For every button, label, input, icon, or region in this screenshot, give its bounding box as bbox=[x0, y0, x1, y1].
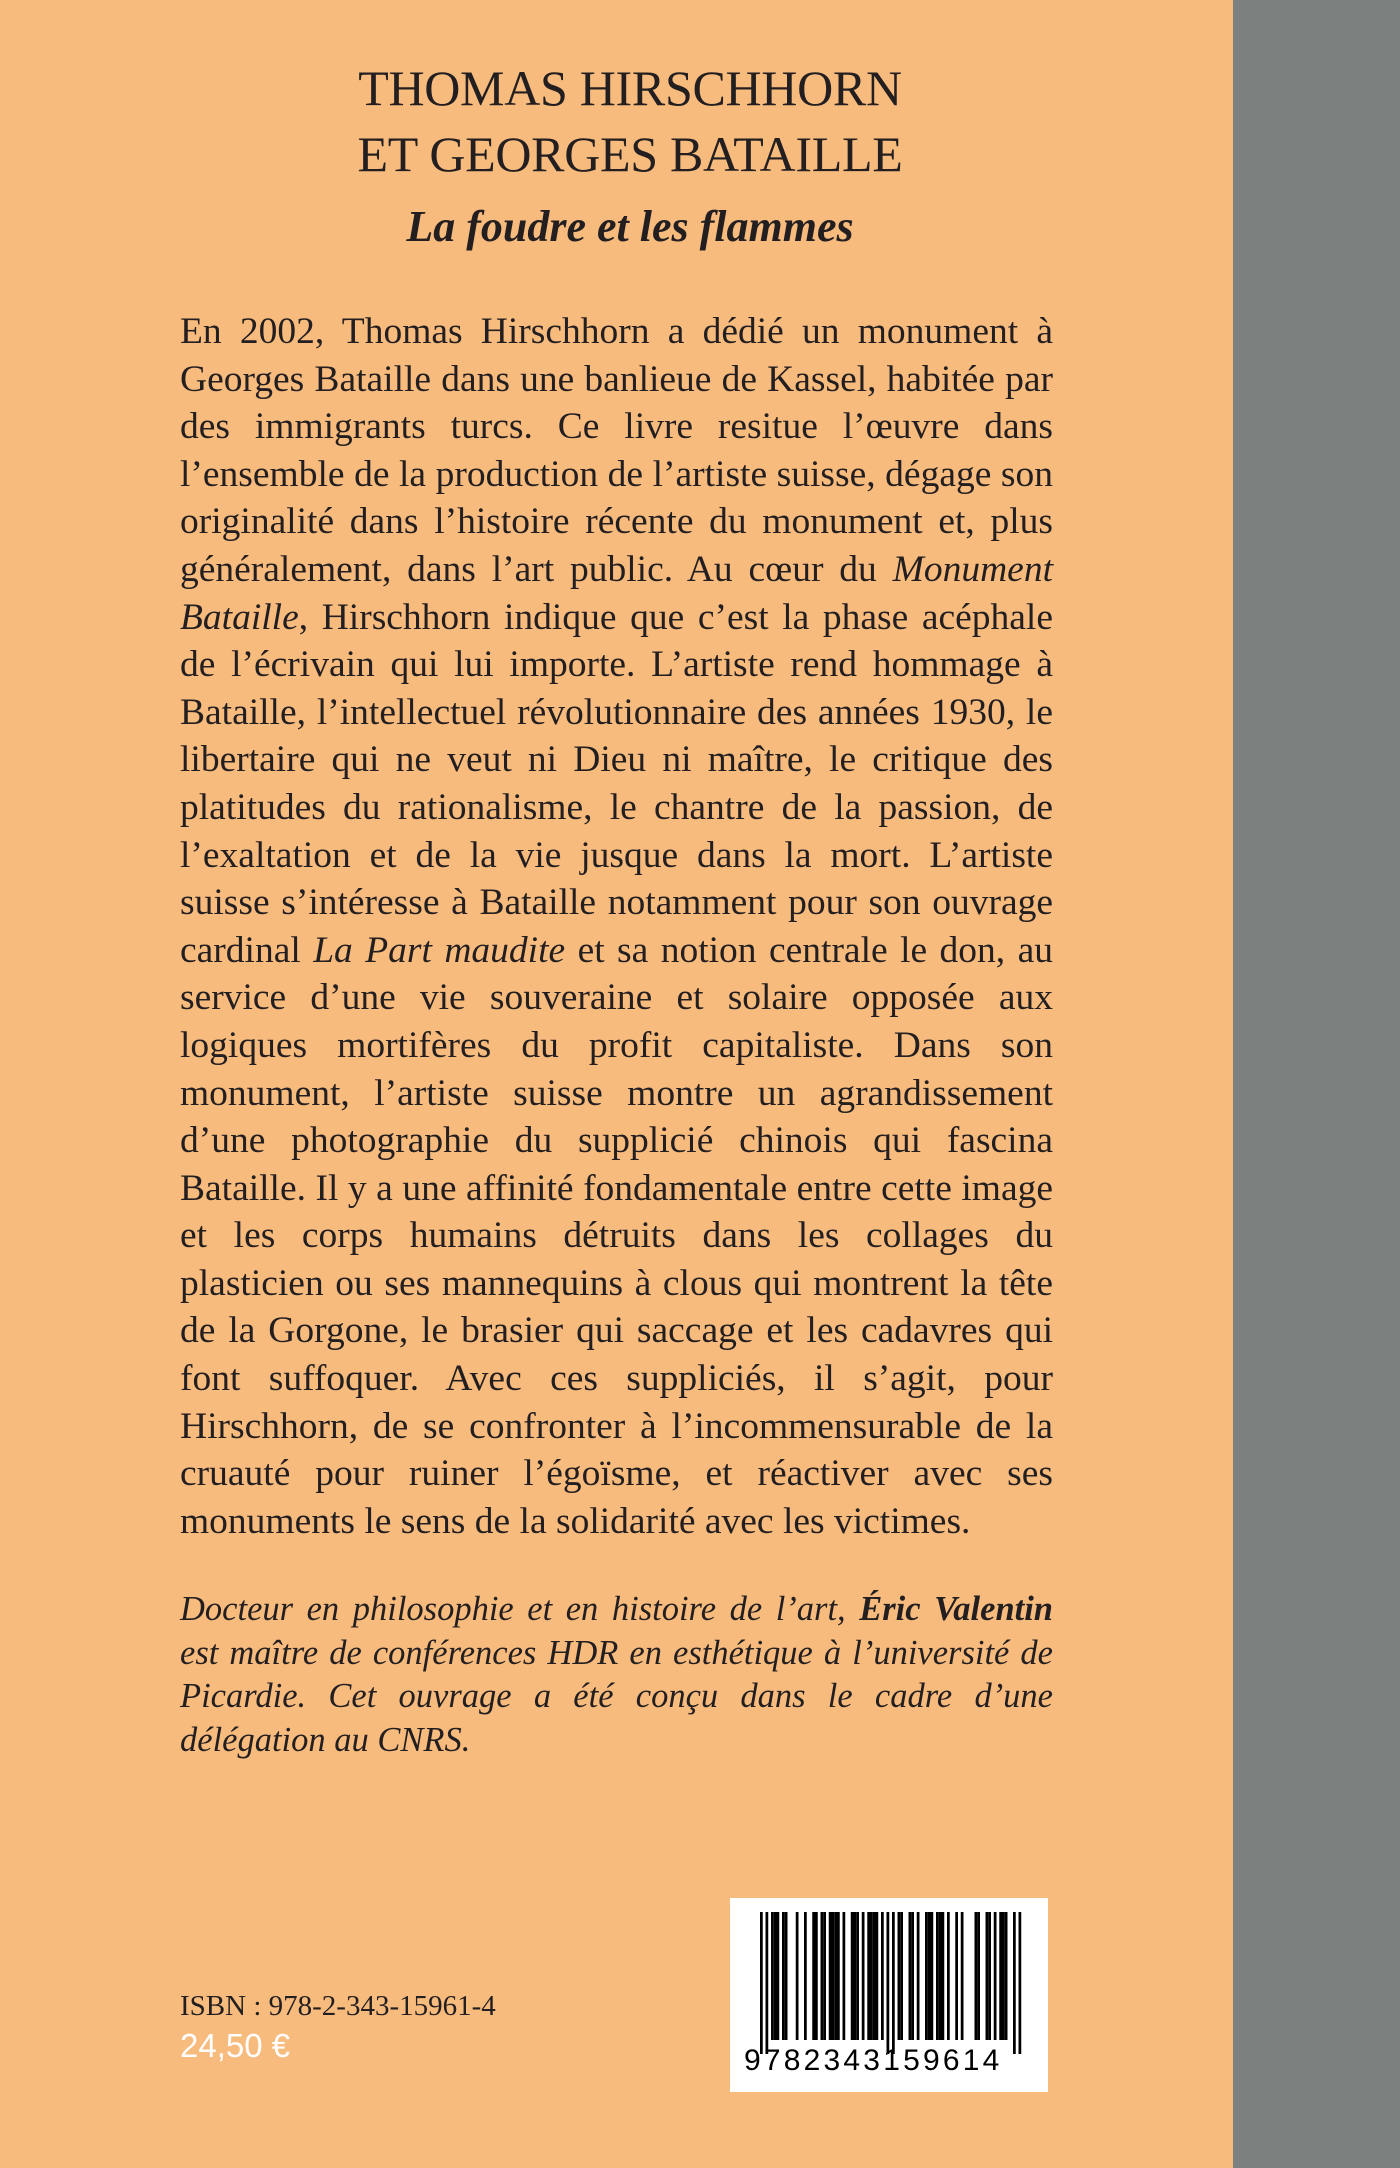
title-line-1: THOMAS HIRSCHHORN bbox=[358, 60, 902, 116]
la-part-maudite-title: La Part maudite bbox=[313, 929, 566, 971]
author-bio bbox=[180, 1588, 1053, 1762]
barcode-bar bbox=[856, 1912, 859, 2040]
barcode-bar bbox=[766, 1912, 769, 2054]
barcode-bar bbox=[812, 1912, 815, 2040]
barcode-bar bbox=[947, 1912, 950, 2040]
barcode-bar bbox=[873, 1912, 876, 2040]
barcode-bar bbox=[774, 1912, 777, 2040]
spine-edge bbox=[1233, 0, 1400, 2168]
barcode-bar bbox=[867, 1912, 870, 2040]
barcode-bar bbox=[815, 1912, 818, 2040]
title-line-2: ET GEORGES BATAILLE bbox=[357, 126, 903, 182]
barcode-bar bbox=[1002, 1912, 1005, 2040]
barcode-bar bbox=[900, 1912, 903, 2040]
barcode-bar bbox=[988, 1912, 991, 2040]
barcode-bar bbox=[881, 1912, 884, 2040]
price: 24,50 € bbox=[180, 2027, 291, 2064]
barcode-bar bbox=[1019, 1912, 1022, 2054]
barcode-bar bbox=[862, 1912, 865, 2040]
barcode-bar bbox=[832, 1912, 835, 2040]
barcode-bar bbox=[843, 1912, 846, 2040]
barcode-bar bbox=[821, 1912, 824, 2040]
barcode-bar bbox=[771, 1912, 774, 2040]
barcode-bar bbox=[909, 1912, 912, 2040]
barcode-bar bbox=[777, 1912, 780, 2040]
barcode-bar bbox=[994, 1912, 997, 2040]
barcode-bar bbox=[986, 1912, 989, 2040]
barcode-bar bbox=[870, 1912, 873, 2040]
barcode-bar bbox=[898, 1912, 901, 2040]
barcode-bar bbox=[760, 1912, 763, 2054]
barcode-bar bbox=[829, 1912, 832, 2040]
barcode-bar bbox=[999, 1912, 1002, 2040]
barcode-bar bbox=[931, 1912, 934, 2040]
barcode-bar bbox=[876, 1912, 879, 2040]
barcode-bar bbox=[892, 1912, 895, 2054]
barcode-bar bbox=[796, 1912, 799, 2040]
barcode-bar bbox=[936, 1912, 939, 2040]
barcode-bar bbox=[854, 1912, 857, 2040]
barcode-bar bbox=[925, 1912, 928, 2040]
barcode-bar bbox=[851, 1912, 854, 2040]
barcode-digits: 9782343159614 bbox=[744, 2044, 1003, 2077]
barcode-bar bbox=[834, 1912, 837, 2040]
barcode-bar bbox=[1013, 1912, 1016, 2054]
barcode-bar bbox=[917, 1912, 920, 2040]
summary-part-3: et sa notion centrale le don, au service d’une vie souveraine et solaire opposée aux logiques mortifères du profit capitaliste. Dans son monument, l’artiste suisse montre un agrandissement d’une photographie du supplicié chinois qui fascina Bataille. Il y a une affinité fondamentale entre cette image et les corps humains détruits dans les collages du plasticien ou ses mannequins à clous qui montrent la tête de la Gorgone, le brasier qui saccage et les cadavres qui font suffoquer. Avec ces suppliciés, il s’agit, pour Hirschhorn, de se confronter à l’incommensurable de la cruauté pour ruiner l’égoïsme, et réactiver avec ses monuments le sens de la solidarité avec les victimes. bbox=[180, 929, 1053, 1542]
barcode-bar bbox=[887, 1912, 890, 2054]
barcode-bar bbox=[942, 1912, 945, 2040]
barcode-bar bbox=[823, 1912, 826, 2040]
monument-bataille-title: Monument Bataille bbox=[180, 548, 1053, 638]
barcode-bar bbox=[975, 1912, 978, 2040]
isbn: ISBN : 978-2-343-15961-4 bbox=[180, 1990, 496, 2022]
barcode-bar bbox=[961, 1912, 964, 2040]
summary-part-2: , Hirschhorn indique que c’est la phase acéphale de l’écrivain qui lui importe. L’artiste rend hommage à Bataille, l’intellectuel révolutionnaire des années 1930, le libertaire qui ne veut ni Dieu ni maître, le critique des platitudes du rationalisme, le chantre de la passion, de l’exaltation et de la vie jusque dans la mort. L’artiste suisse s’intéresse à Bataille notamment pour son ouvrage cardinal bbox=[180, 596, 1053, 971]
subtitle: La foudre et les flammes bbox=[406, 202, 854, 251]
author-name: Éric Valentin bbox=[859, 1590, 1053, 1628]
barcode-bar bbox=[911, 1912, 914, 2040]
summary-part-1: En 2002, Thomas Hirschhorn a dédié un monument à Georges Bataille dans une banlieue de Kassel, habitée par des immigrants turcs. Ce livre resitue l’œuvre dans l’ensemble de la production de l’artiste suisse, dégage son originalité dans l’histoire récente du monument et, plus généralement, dans l’art public. Au cœur du bbox=[180, 311, 1053, 590]
bio-rest: est maître de conférences HDR en esthétique à l’université de Picardie. Cet ouvrage a été conçu dans le cadre d’une délégation au CNRS. bbox=[180, 1633, 1053, 1759]
barcode-bar bbox=[837, 1912, 840, 2040]
barcode-bar bbox=[782, 1912, 785, 2040]
barcode bbox=[730, 1898, 1048, 2092]
barcode-bar bbox=[928, 1912, 931, 2040]
barcode-bar bbox=[1005, 1912, 1008, 2040]
barcode-bar bbox=[804, 1912, 807, 2040]
barcode-bar bbox=[955, 1912, 958, 2040]
barcode-bar bbox=[977, 1912, 980, 2040]
barcode-bar bbox=[785, 1912, 788, 2040]
bio-intro: Docteur en philosophie et en histoire de l’art, bbox=[180, 1590, 860, 1628]
barcode-bar bbox=[939, 1912, 942, 2040]
summary-paragraph bbox=[180, 308, 1053, 1545]
